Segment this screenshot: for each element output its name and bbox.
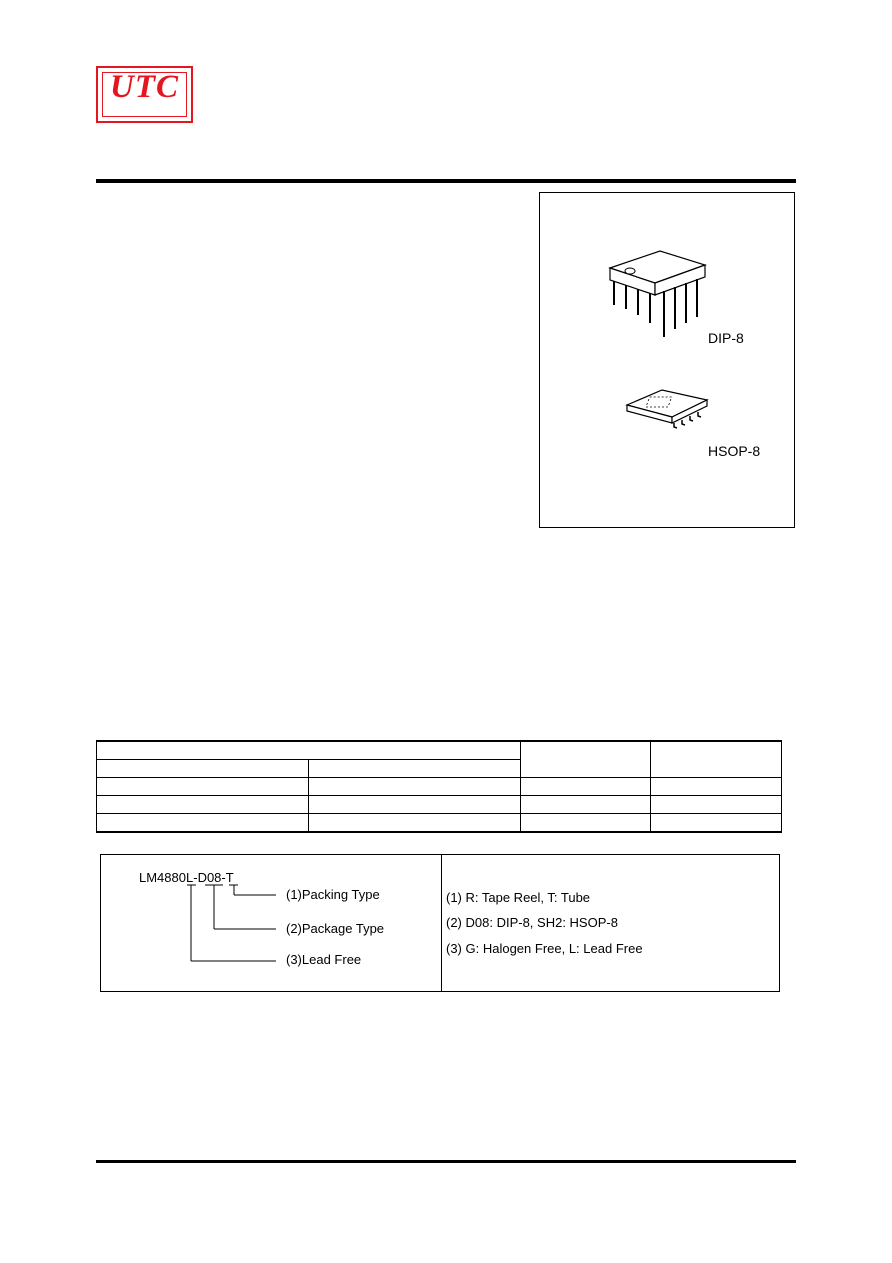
table-cell bbox=[309, 814, 521, 833]
dip8-package-icon bbox=[600, 243, 710, 343]
dip8-label: DIP-8 bbox=[708, 330, 744, 346]
utc-logo bbox=[96, 66, 193, 123]
part-code-sep: - bbox=[193, 870, 198, 885]
table-cell bbox=[521, 741, 651, 778]
table-cell bbox=[97, 814, 309, 833]
table-cell bbox=[309, 760, 521, 778]
hsop8-package-icon bbox=[622, 385, 722, 435]
note-packing: (1) R: Tape Reel, T: Tube bbox=[446, 890, 591, 905]
column-divider bbox=[441, 855, 442, 991]
table-cell bbox=[651, 741, 782, 778]
top-rule bbox=[96, 179, 796, 183]
part-code-lead: L bbox=[185, 870, 194, 885]
table-cell bbox=[309, 778, 521, 796]
note-package: (2) D08: DIP-8, SH2: HSOP-8 bbox=[446, 915, 618, 930]
table-cell bbox=[651, 814, 782, 833]
table-cell bbox=[97, 796, 309, 814]
callout-lead-free: (3)Lead Free bbox=[286, 952, 362, 967]
hsop8-label: HSOP-8 bbox=[708, 443, 761, 459]
table-cell bbox=[521, 796, 651, 814]
logo-text: UTC bbox=[110, 69, 179, 105]
table-row bbox=[97, 778, 782, 796]
note-lead: (3) G: Halogen Free, L: Lead Free bbox=[446, 941, 643, 956]
table-cell bbox=[521, 778, 651, 796]
package-box bbox=[539, 192, 795, 528]
table-cell bbox=[97, 741, 521, 760]
table-cell bbox=[309, 796, 521, 814]
part-code-base: LM4880 bbox=[139, 870, 186, 885]
callout-lines bbox=[101, 855, 441, 991]
callout-packing-type: (1)Packing Type bbox=[286, 887, 380, 902]
table-cell bbox=[651, 778, 782, 796]
part-code-package: D08 bbox=[197, 870, 222, 885]
bottom-rule bbox=[96, 1160, 796, 1163]
table-cell bbox=[521, 814, 651, 833]
ordering-table bbox=[96, 740, 782, 833]
callout-package-type: (2)Package Type bbox=[286, 921, 385, 936]
table-row bbox=[97, 796, 782, 814]
table-cell bbox=[97, 760, 309, 778]
part-number-key bbox=[100, 854, 780, 992]
part-code-packing: T bbox=[225, 870, 234, 885]
table-cell bbox=[97, 778, 309, 796]
table-row bbox=[97, 814, 782, 833]
table-cell bbox=[651, 796, 782, 814]
table-header-row bbox=[97, 741, 782, 760]
part-code-sep: - bbox=[221, 870, 226, 885]
